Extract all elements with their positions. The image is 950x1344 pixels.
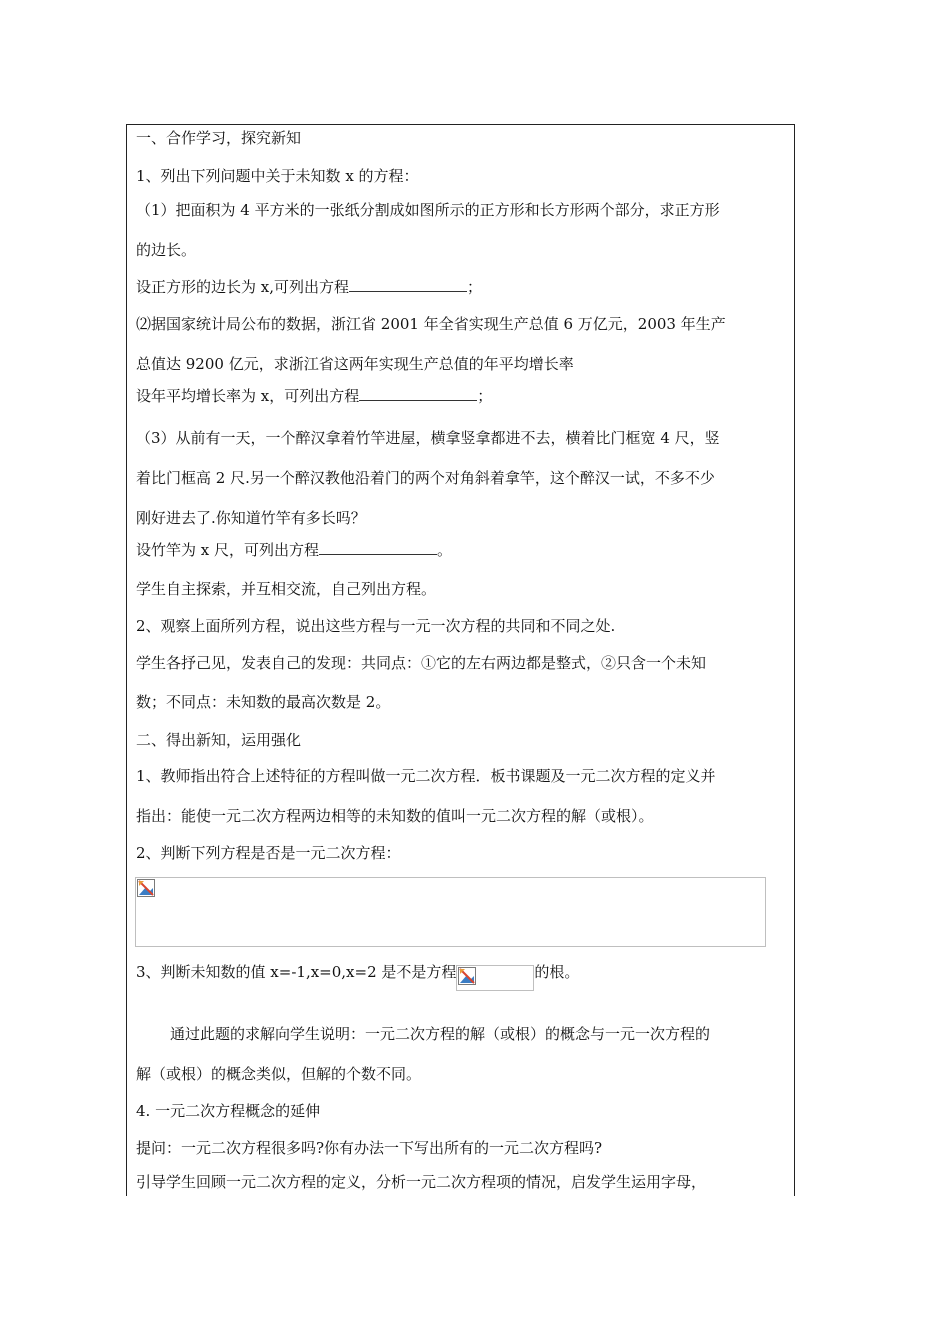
paragraph: 学生自主探索，并互相交流，自己列出方程。 — [136, 580, 437, 598]
text: ； — [467, 278, 483, 296]
paragraph-with-blank — [136, 386, 492, 406]
paragraph: 数；不同点：未知数的最高次数是 2。 — [136, 693, 391, 711]
paragraph-with-blank — [136, 277, 482, 297]
paragraph: （1）把面积为 4 平方米的一张纸分割成如图所示的正方形和长方形两个部分，求正方形 — [136, 201, 720, 219]
paragraph-with-blank — [136, 540, 452, 560]
paragraph-with-image — [136, 962, 579, 991]
paragraph: 1、列出下列问题中关于未知数 x 的方程： — [136, 167, 419, 185]
paragraph: 2、判断下列方程是否是一元二次方程： — [136, 844, 401, 862]
paragraph: 1、教师指出符合上述特征的方程叫做一元二次方程．板书课题及一元二次方程的定义并 — [136, 767, 716, 785]
paragraph: 总值达 9200 亿元，求浙江省这两年实现生产总值的年平均增长率 — [136, 355, 574, 373]
answer-blank — [359, 386, 477, 401]
paragraph: 学生各抒己见，发表自己的发现：共同点：①它的左右两边都是整式，②只含一个未知 — [136, 654, 707, 672]
paragraph: 的边长。 — [136, 241, 197, 259]
equations-image-placeholder — [135, 877, 766, 947]
paragraph: 提问：一元二次方程很多吗?你有办法一下写出所有的一元二次方程吗? — [136, 1139, 603, 1157]
paragraph: ⑵据国家统计局公布的数据，浙江省 2001 年全省实现生产总值 6 万亿元，2003 年生产 — [136, 315, 726, 333]
text: 的根。 — [534, 963, 580, 981]
text: 。 — [437, 541, 453, 559]
section-heading-2: 二、得出新知，运用强化 — [136, 731, 302, 749]
paragraph: （3）从前有一天，一个醉汉拿着竹竿进屋，横拿竖拿都进不去，横着比门框宽 4 尺，竖 — [136, 429, 720, 447]
answer-blank — [349, 277, 467, 292]
answer-blank — [319, 540, 437, 555]
text: 设年平均增长率为 x，可列出方程 — [136, 387, 360, 405]
broken-image-icon — [137, 879, 155, 897]
paragraph: 指出：能使一元二次方程两边相等的未知数的值叫一元二次方程的解（或根）。 — [136, 807, 654, 825]
text: 3、判断未知数的值 x=-1,x=0,x=2 是不是方程 — [136, 963, 457, 981]
section-heading-1: 一、合作学习，探究新知 — [136, 129, 302, 147]
broken-image-icon — [458, 967, 476, 985]
text: ； — [477, 387, 493, 405]
paragraph: 引导学生回顾一元二次方程的定义，分析一元二次方程项的情况，启发学生运用字母， — [136, 1173, 707, 1191]
text: 设正方形的边长为 x,可列出方程 — [136, 278, 349, 296]
text: 设竹竿为 x 尺，可列出方程 — [136, 541, 319, 559]
paragraph: 通过此题的求解向学生说明：一元二次方程的解（或根）的概念与一元一次方程的 — [170, 1025, 711, 1043]
paragraph: 解（或根）的概念类似，但解的个数不同。 — [136, 1065, 422, 1083]
paragraph: 着比门框高 2 尺.另一个醉汉教他沿着门的两个对角斜着拿竿，这个醉汉一试，不多不少 — [136, 469, 715, 487]
equation-image-placeholder — [456, 965, 534, 991]
paragraph: 刚好进去了.你知道竹竿有多长吗？ — [136, 509, 366, 527]
section-heading-4: 4. 一元二次方程概念的延伸 — [136, 1102, 321, 1120]
paragraph: 2、观察上面所列方程，说出这些方程与一元一次方程的共同和不同之处. — [136, 617, 616, 635]
